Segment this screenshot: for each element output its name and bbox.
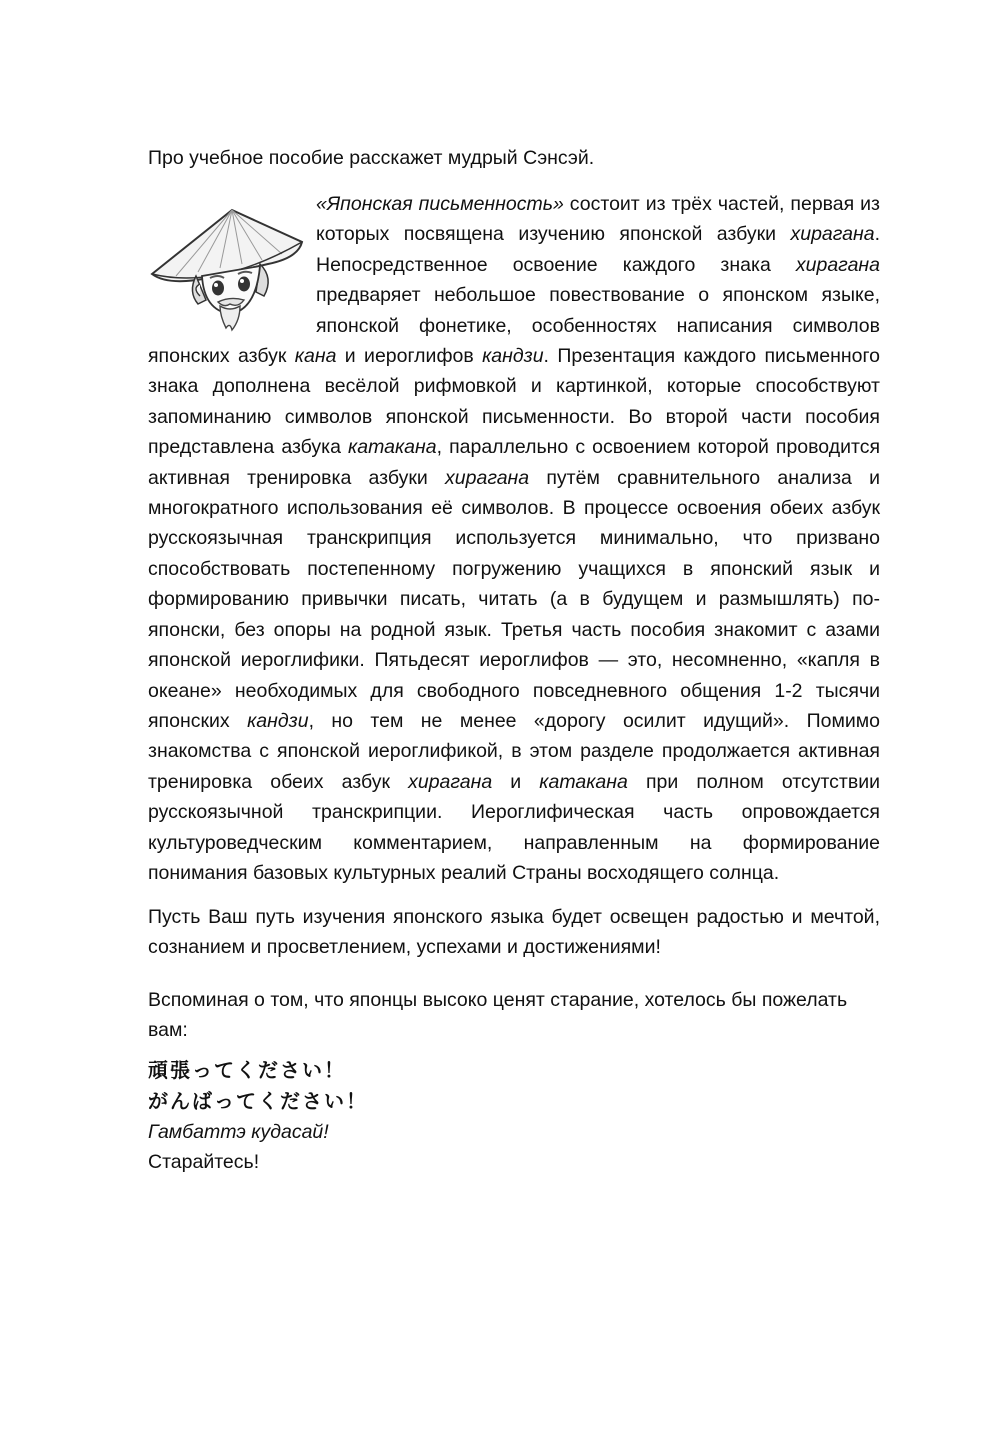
italic-term: хирагана (408, 770, 493, 793)
closing-translation: Старайтесь! (148, 1151, 260, 1174)
italic-term: кандзи (247, 709, 309, 732)
italic-term: хирагана (445, 466, 530, 489)
italic-term: «Японская письменность» (316, 193, 564, 215)
intro-line: Про учебное пособие расскажет мудрый Сэнсэй. (148, 147, 595, 169)
italic-term: хирагана (795, 253, 880, 276)
closing-phrases (148, 1055, 368, 1178)
italic-term: кандзи (482, 345, 544, 368)
text-run: при полном отсутствии русскоязычной транскрипции. Иероглифическая часть опровождается культуроведческим комментарием, направленным на формирование понимания базовых культурных реалий Страны восходящего солнца. (148, 770, 880, 884)
italic-term: катакана (539, 770, 628, 793)
wish-paragraph: Пусть Ваш путь изучения японского языка будет освещен радостью и мечтой, сознанием и просветлением, успехами и достижениями! (148, 906, 880, 959)
gambatte-intro-paragraph: Вспоминая о том, что японцы высоко ценят старание, хотелось бы пожелать вам: (148, 989, 848, 1042)
sensei-illustration-icon (148, 192, 306, 332)
closing-kanji: 頑張ってください！ (148, 1058, 346, 1082)
text-run: и иероглифов (336, 345, 483, 368)
text-run: состоит из трёх частей, первая из которых посвящена изучению японской азбуки (316, 193, 881, 246)
text-run: . Непосредственное освоение каждого знака (316, 223, 880, 276)
italic-term: катакана (348, 436, 437, 459)
main-paragraph (148, 189, 880, 888)
text-run: предваряет небольшое повествование о японском языке, японской фонетике, особенностях написания символов японских азбук (148, 284, 880, 368)
text-run: путём сравнительного анализа и многократного использования её символов. В процессе освоения обеих азбук русскоязычная транскрипция используется минимально, что призвано способствовать постепенному погружению учащихся в японский язык и формированию привычки писать, читать (а в будущем и размышлять) по-японски, без опоры на родной язык. Третья часть пособия знакомит с азами японской иероглифики. Пятьдесят иероглифов — это, несомненно, «капля в океане» необходимых для свободного повседневного общения 1-2 тысячи японских (148, 466, 880, 732)
text-run: , параллельно с освоением которой проводится активная тренировка азбуки (148, 436, 881, 489)
italic-term: хирагана (790, 223, 875, 246)
italic-term: кана (294, 345, 337, 368)
text-run: , но тем не менее «дорогу осилит идущий». Помимо знакомства с японской иероглификой, в этом разделе продолжается активная тренировка обеих азбук (148, 709, 881, 793)
closing-hiragana: がんばってください！ (148, 1089, 368, 1113)
text-run: и (492, 770, 540, 793)
closing-romaji: Гамбаттэ кудасай! (148, 1121, 329, 1143)
text-run: . Презентация каждого письменного знака дополнена весёлой рифмовкой и картинкой, которые способствуют запоминанию символов японской письменности. Во второй части пособия представлена азбука (148, 345, 880, 459)
